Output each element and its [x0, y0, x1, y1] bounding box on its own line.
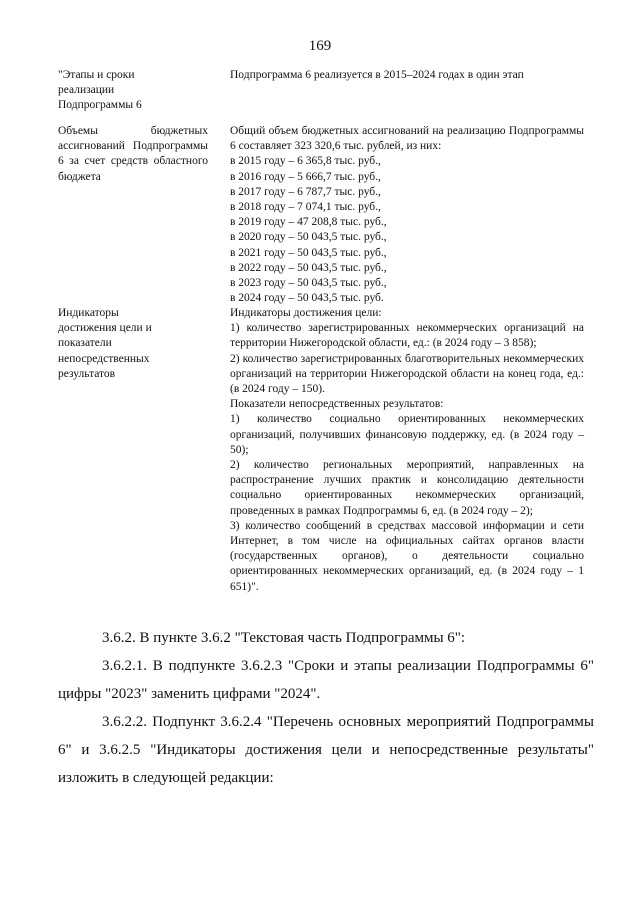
result-indicator-1: 1) количество социально ориентированных некоммерческих организаций, получивших финансовую поддержку, ед. (в 2024 году – 50);: [230, 413, 584, 456]
budget-total-text: Общий объем бюджетных ассигнований на реализацию Подпрограммы 6 составляет 323 320,6 тыс. рублей, из них:: [230, 125, 584, 153]
budget-year-2024: в 2024 году – 50 043,5 тыс. руб.: [230, 292, 384, 305]
result-indicator-2: 2) количество региональных мероприятий, направленных на распространение лучших практик и консолидацию деятельности социально ориентированных некоммерческих организаций, проведенных в рамках Подпрограммы 6, ед. (в 2024 году – 2);: [230, 459, 584, 517]
budget-year-2019: в 2019 году – 47 208,8 тыс. руб.,: [230, 216, 387, 229]
label-stages-terms: "Этапы и сроки реализации Подпрограммы 6: [58, 69, 142, 112]
budget-year-2020: в 2020 году – 50 043,5 тыс. руб.,: [230, 231, 387, 244]
label-indicators: Индикаторы достижения цели и показатели непосредственных результатов: [58, 307, 152, 380]
value-indicators: [230, 306, 584, 595]
value-stages-terms: Подпрограмма 6 реализуется в 2015–2024 годах в один этап: [230, 69, 524, 81]
value-budget: [230, 124, 584, 306]
goal-indicator-1: 1) количество зарегистрированных некоммерческих организаций на территории Нижегородской области, ед.: (в 2024 году – 3 858);: [230, 322, 584, 350]
paragraph-3-6-2-1: 3.6.2.1. В подпункте 3.6.2.3 "Сроки и этапы реализации Подпрограммы 6" цифры "2023" заменить цифрами "2024".: [58, 658, 594, 702]
budget-year-2023: в 2023 году – 50 043,5 тыс. руб.,: [230, 277, 387, 290]
budget-year-2015: в 2015 году – 6 365,8 тыс. руб.,: [230, 155, 381, 168]
goal-heading: Индикаторы достижения цели:: [230, 307, 382, 319]
results-heading: Показатели непосредственных результатов:: [230, 398, 444, 411]
budget-year-2017: в 2017 году – 6 787,7 тыс. руб.,: [230, 185, 381, 198]
budget-year-2021: в 2021 году – 50 043,5 тыс. руб.,: [230, 246, 387, 259]
budget-year-2018: в 2018 году – 7 074,1 тыс. руб.,: [230, 201, 381, 214]
budget-year-2022: в 2022 году – 50 043,5 тыс. руб.,: [230, 261, 387, 274]
budget-year-2016: в 2016 году – 5 666,7 тыс. руб.,: [230, 170, 381, 183]
goal-indicator-2: 2) количество зарегистрированных благотворительных некоммерческих организаций на территории Нижегородской области на конец года, ед.: (в 2024 году – 150).: [230, 352, 584, 396]
paragraph-3-6-2: 3.6.2. В пункте 3.6.2 "Текстовая часть Подпрограммы 6":: [102, 630, 466, 646]
result-indicator-3: 3) количество сообщений в средствах массовой информации и сети Интернет, в том числе на официальных сайтах органов власти (государственных органов), о деятельности социально ориентированных некоммерческих организаций, ед. (в 2024 году – 1 651)".: [230, 519, 584, 593]
page-number: 169: [308, 38, 332, 54]
label-budget: Объемы бюджетных ассигнований Подпрограммы 6 за счет средств областного бюджета: [58, 125, 208, 183]
paragraph-3-6-2-2: 3.6.2.2. Подпункт 3.6.2.4 "Перечень основных мероприятий Подпрограммы 6" и 3.6.2.5 "Индикаторы достижения цели и непосредственные результаты" изложить в следующей редакции:: [58, 714, 594, 786]
